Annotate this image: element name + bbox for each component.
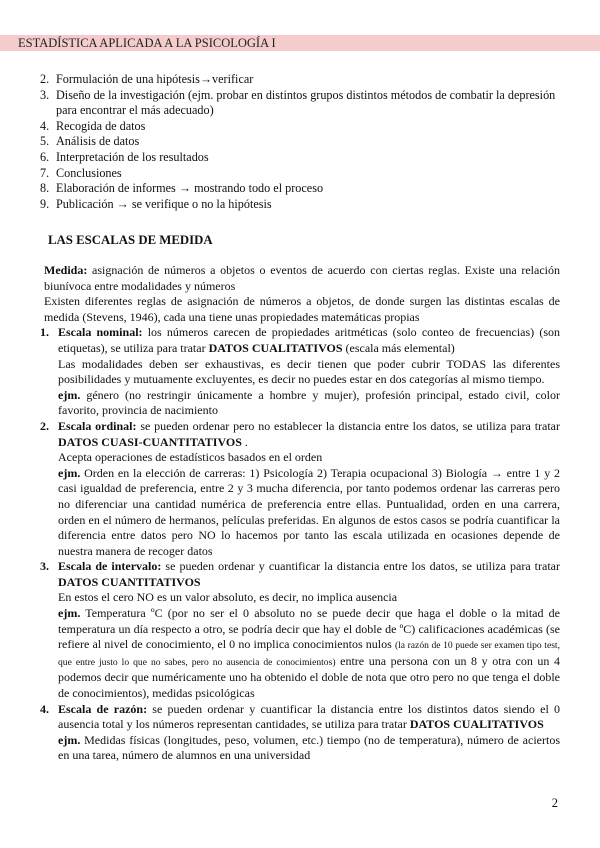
list-item: 7. Conclusiones bbox=[40, 165, 122, 180]
list-item: 3. Diseño de la investigación (ejm. probar en distintos grupos distintos métodos de combatir la depresión para encontrar el más adecuado) bbox=[40, 87, 556, 118]
list-item: 5. Análisis de datos bbox=[40, 134, 140, 149]
scale-interval: 3. Escala de intervalo: se pueden ordenar y cuantificar la distancia entre los datos, se utiliza para tratar DATOS CUANTITATIVOS En estos el cero NO es un valor absoluto, es decir, no implica ausencia ejm. Temperatura ºC (por no ser el 0 absoluto no se puede decir que haga el doble o la mitad de temperatura un día respecto a otro, se podría decir que hay el doble de ºC) calificaciones académicas (se refiere al nivel de conocimiento, el 0 no implica conocimientos nulos (la razón de 10 puede ser examen tipo test, que entre justo lo que no sabes, pero no ausencia de conocimientos) entre una persona con un 8 y otra con un 4 podemos decir que numéricamente uno ha obtenido el doble de nota que otro pero no que tenga el doble de conocimientos), medidas psicológicas bbox=[40, 559, 560, 701]
scale-ratio: 4. Escala de razón: se pueden ordenar y cuantificar la distancia entre los distintos datos siendo el 0 ausencia total y los números representan cantidades, se utiliza para tratar DATOS CUALITATIVOS ejm. Medidas físicas (longitudes, peso, volumen, etc.) tiempo (no de temperatura), número de aciertos en una tarea, número de alumnos en una universidad bbox=[40, 701, 560, 763]
list-item: 4. Recogida de datos bbox=[40, 118, 146, 133]
scales-body bbox=[40, 263, 560, 764]
medida-definition: Medida: asignación de números a objetos o eventos de acuerdo con ciertas reglas. Existe una relación biunívoca entre modalidades y números bbox=[44, 263, 560, 293]
page-number: 2 bbox=[551, 796, 558, 810]
scale-ordinal: 2. Escala ordinal: se pueden ordenar pero no establecer la distancia entre los datos, se utiliza para tratar DATOS CUASI-CUANTITATIVOS . Acepta operaciones de estadísticos basados en el orden ejm. Orden en la elección de carreras: 1) Psicología 2) Terapia ocupacional 3) Biología → entre 1 y 2 casi igualdad de preferencia, entre 2 y 3 mucha diferencia, por tanto podemos ordenar las carreras pero no diferenciar una cantidad numérica de preferencia entre ellas. Puntualidad, orden en una carrera, orden en el número de hermanos, películas preferidas. En algunos de estos casos se podría cuantificar la diferencia entre datos pero NO lo hacemos por tanto las escala utilizada en ocasiones depende de nuestra manera de recoger datos bbox=[40, 418, 561, 558]
medida-intro: Existen diferentes reglas de asignación de números a objetos, de donde surgen las distintas escalas de medida (Stevens, 1946), cada una tiene unas propiedades matemáticas propias bbox=[44, 294, 560, 324]
section-heading: LAS ESCALAS DE MEDIDA bbox=[48, 233, 213, 247]
list-item: 9. Publicación → se verifique o no la hipótesis bbox=[40, 196, 272, 211]
list-item: 2. Formulación de una hipótesis→verificar bbox=[40, 72, 254, 86]
scale-nominal: 1. Escala nominal: los números carecen de propiedades aritméticas (solo conteo de frecuencias) (son etiquetas), se utiliza para tratar DATOS CUALITATIVOS (escala más elemental) Las modalidades deben ser exhaustivas, es decir tienen que poder cubrir TODAS las diferentes posibilidades y mutuamente excluyentes, es decir no puedes estar en dos categorías al mismo tiempo. ejm. género (no restringir únicamente a hombre y mujer), profesión principal, estado civil, color favorito, provincia de nacimiento bbox=[40, 325, 560, 418]
list-item: 6. Interpretación de los resultados bbox=[40, 149, 209, 164]
steps-list bbox=[40, 72, 570, 212]
list-item: 8. Elaboración de informes → mostrando todo el proceso bbox=[40, 181, 324, 196]
header-title: ESTADÍSTICA APLICADA A LA PSICOLOGÍA I bbox=[18, 36, 276, 50]
